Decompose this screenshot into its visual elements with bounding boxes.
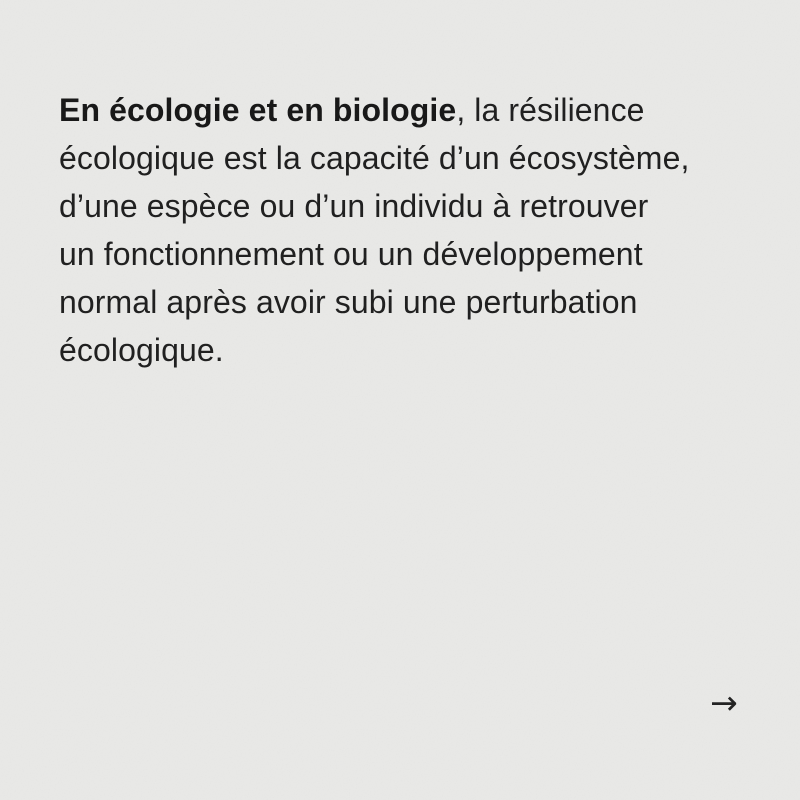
text-line: un fonctionnement ou un développement xyxy=(59,236,643,272)
text-line: écologique. xyxy=(59,332,224,368)
definition-lead-regular: , la résilience xyxy=(456,92,645,128)
next-arrow-button[interactable] xyxy=(700,679,748,725)
definition-paragraph xyxy=(59,86,769,374)
text-line xyxy=(59,86,769,134)
text-line: normal après avoir subi une perturbation xyxy=(59,284,638,320)
text-line: d’une espèce ou d’un individu à retrouver xyxy=(59,188,649,224)
arrow-right-icon: → xyxy=(710,682,738,722)
text-line: écologique est la capacité d’un écosystème, xyxy=(59,140,690,176)
definition-lead-bold: En écologie et en biologie xyxy=(59,92,457,128)
